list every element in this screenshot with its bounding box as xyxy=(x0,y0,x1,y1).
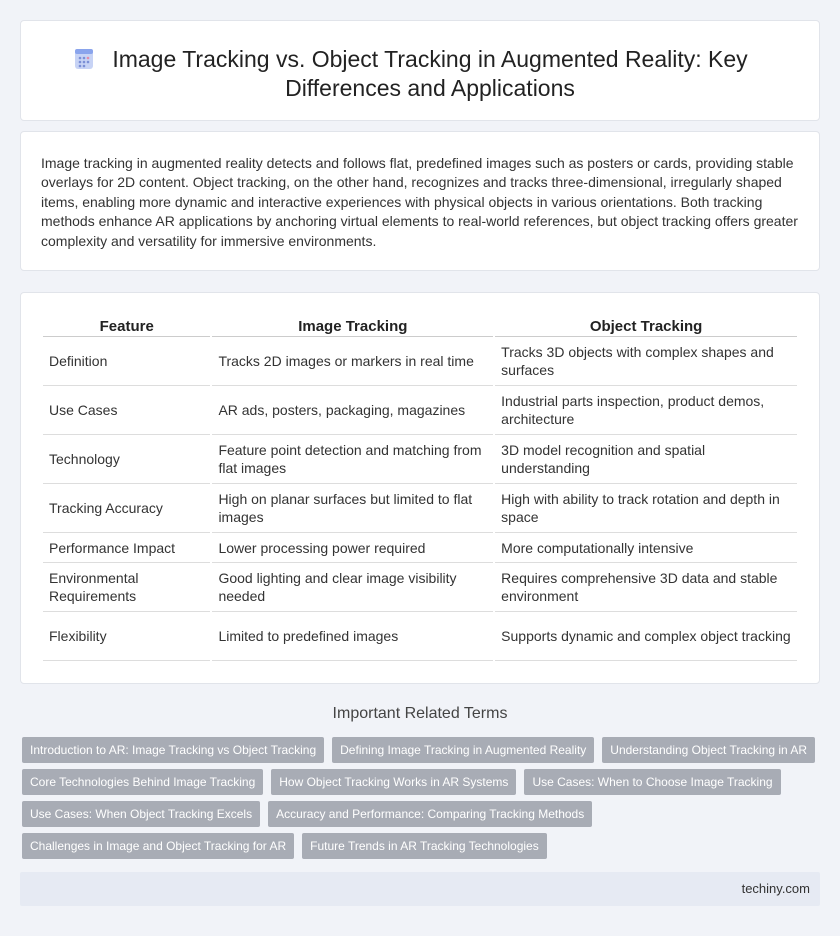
table-cell: Requires comprehensive 3D data and stable environment xyxy=(495,563,797,612)
related-term-tag[interactable]: Accuracy and Performance: Comparing Tracking Methods xyxy=(268,801,592,827)
table-header-feature: Feature xyxy=(43,317,210,337)
table-cell: Flexibility xyxy=(43,612,210,661)
related-term-tag[interactable]: Future Trends in AR Tracking Technologies xyxy=(302,833,547,859)
table-cell: Technology xyxy=(43,435,210,484)
table-cell: 3D model recognition and spatial understanding xyxy=(495,435,797,484)
comparison-table-card xyxy=(20,292,820,684)
related-term-tag[interactable]: Defining Image Tracking in Augmented Reality xyxy=(332,737,594,763)
table-row xyxy=(43,563,797,612)
table-row xyxy=(43,612,797,661)
table-cell: Supports dynamic and complex object tracking xyxy=(495,612,797,661)
related-term-tag[interactable]: How Object Tracking Works in AR Systems xyxy=(271,769,516,795)
title-card xyxy=(20,20,820,121)
table-cell: Performance Impact xyxy=(43,533,210,563)
table-row xyxy=(43,337,797,386)
related-term-tag[interactable]: Use Cases: When Object Tracking Excels xyxy=(22,801,260,827)
related-term-tag[interactable]: Understanding Object Tracking in AR xyxy=(602,737,815,763)
intro-card xyxy=(20,131,820,271)
table-cell: AR ads, posters, packaging, magazines xyxy=(212,386,493,435)
table-cell: Tracks 3D objects with complex shapes and surfaces xyxy=(495,337,797,386)
related-term-tag[interactable]: Core Technologies Behind Image Tracking xyxy=(22,769,263,795)
comparison-table xyxy=(41,317,799,661)
table-cell: Industrial parts inspection, product demos, architecture xyxy=(495,386,797,435)
table-cell: Good lighting and clear image visibility needed xyxy=(212,563,493,612)
intro-text: Image tracking in augmented reality detects and follows flat, predefined images such as posters or cards, providing stable overlays for 2D content. Object tracking, on the other hand, recognizes and tracks three-dimensional, irregularly shaped items, enabling more dynamic and interactive experiences with physical objects in various orientations. Both tracking methods enhance AR applications by anchoring virtual elements to real-world references, but object tracking offers greater complexity and versatility for immersive environments. xyxy=(41,155,798,249)
table-header-image-tracking: Image Tracking xyxy=(212,317,493,337)
related-terms-list xyxy=(22,737,822,865)
table-cell: High on planar surfaces but limited to flat images xyxy=(212,484,493,533)
table-cell: Feature point detection and matching from flat images xyxy=(212,435,493,484)
related-term-tag[interactable]: Introduction to AR: Image Tracking vs Object Tracking xyxy=(22,737,324,763)
table-cell: Use Cases xyxy=(43,386,210,435)
table-cell: Environmental Requirements xyxy=(43,563,210,612)
table-row xyxy=(43,435,797,484)
table-header-object-tracking: Object Tracking xyxy=(495,317,797,337)
related-term-tag[interactable]: Challenges in Image and Object Tracking for AR xyxy=(22,833,294,859)
table-row xyxy=(43,484,797,533)
footer-site-link[interactable]: techiny.com xyxy=(741,881,810,896)
table-cell: More computationally intensive xyxy=(495,533,797,563)
page-title: Image Tracking vs. Object Tracking in Augmented Reality: Key Differences and Applications xyxy=(112,46,748,101)
footer xyxy=(20,872,820,906)
table-cell: Lower processing power required xyxy=(212,533,493,563)
related-term-tag[interactable]: Use Cases: When to Choose Image Tracking xyxy=(524,769,780,795)
table-cell: Tracking Accuracy xyxy=(43,484,210,533)
table-cell: Tracks 2D images or markers in real time xyxy=(212,337,493,386)
table-cell: Limited to predefined images xyxy=(212,612,493,661)
table-row xyxy=(43,533,797,563)
table-cell: High with ability to track rotation and depth in space xyxy=(495,484,797,533)
table-cell: Definition xyxy=(43,337,210,386)
related-terms-title: Important Related Terms xyxy=(332,705,508,722)
table-row xyxy=(43,386,797,435)
